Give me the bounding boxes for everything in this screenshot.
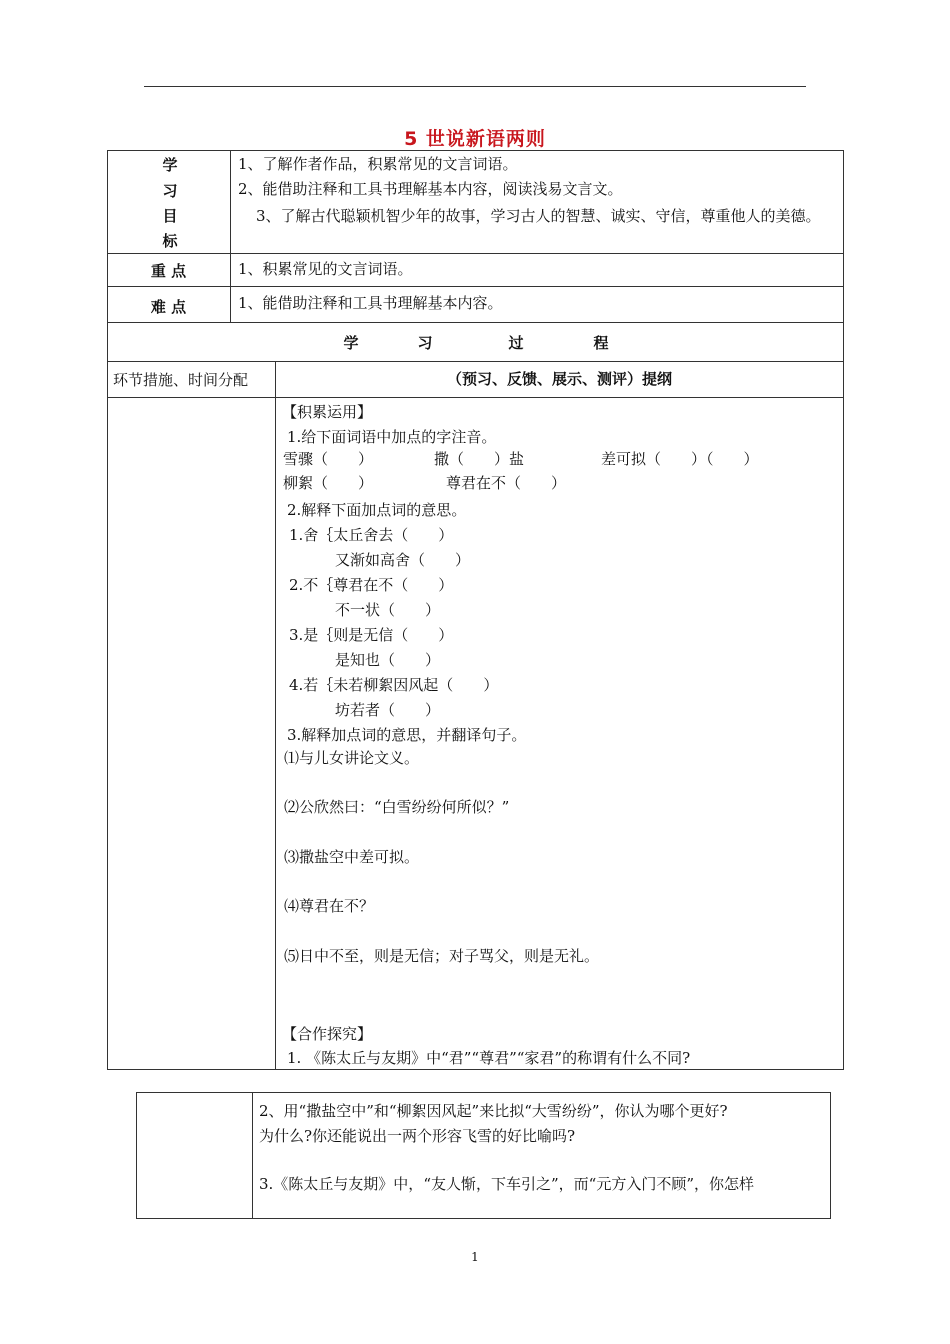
row-divider [107, 397, 844, 398]
section-heading-cooperate: 【合作探究】 [282, 1025, 373, 1043]
page-title: 5 世说新语两则 [404, 128, 546, 150]
row-divider [107, 361, 844, 362]
section-heading-accumulate: 【积累运用】 [282, 403, 373, 421]
difficulty-text: 1、能借助注释和工具书理解基本内容。 [238, 294, 503, 312]
goal-item: 1、了解作者作品，积累常见的文言词语。 [238, 155, 518, 173]
col-divider [275, 361, 276, 1070]
cooperate-question-2-line: 2、用“撒盐空中”和“柳絮因风起”来比拟“大雪纷纷”，你认为哪个更好? [259, 1102, 728, 1120]
goals-label-char: 标 [162, 232, 178, 250]
q2-item: 2.不｛尊君在不（ ） [289, 576, 454, 594]
key-point-label: 重 点 [150, 262, 187, 280]
left-column-header: 环节措施、时间分配 [113, 371, 249, 389]
goal-item: 2、能借助注释和工具书理解基本内容，阅读浅易文言文。 [238, 180, 623, 198]
goal-item: 3、了解古代聪颖机智少年的故事，学习古人的智慧、诚实、守信，尊重他人的美德。 [256, 207, 821, 225]
key-point-text: 1、积累常见的文言词语。 [238, 260, 413, 278]
goals-label-char: 学 [162, 156, 178, 174]
goals-label-char: 习 [162, 182, 178, 200]
question-2: 2.解释下面加点词的意思。 [287, 501, 467, 519]
cooperate-question-1: 1. 《陈太丘与友期》中“君”“尊君”“家君”的称谓有什么不同? [287, 1049, 691, 1067]
cooperate-question-2-line: 为什么?你还能说出一两个形容飞雪的好比喻吗? [259, 1127, 576, 1145]
q2-item: 坊若者（ ） [335, 701, 441, 719]
row-divider [107, 322, 844, 323]
q3-item: ⑸日中不至，则是无信；对子骂父，则是无礼。 [284, 947, 600, 965]
main-table [107, 150, 844, 1070]
process-header-char: 习 [417, 334, 433, 352]
right-column-header: （预习、反馈、展示、测评）提纲 [446, 370, 672, 388]
q1-answer-item: 撒（ ）盐 [434, 450, 525, 468]
q2-item: 4.若｛未若柳絮因风起（ ） [289, 676, 499, 694]
page-number: 1 [471, 1250, 479, 1264]
question-3: 3.解释加点词的意思，并翻译句子。 [287, 726, 527, 744]
q2-item: 3.是｛则是无信（ ） [289, 626, 454, 644]
q3-item: ⑴与儿女讲论文义。 [284, 749, 420, 767]
q2-item: 是知也（ ） [335, 651, 441, 669]
q1-answer-item: 柳絮（ ） [283, 474, 374, 492]
question-1: 1.给下面词语中加点的字注音。 [287, 428, 497, 446]
cooperate-question-3-line: 3.《陈太丘与友期》中，“友人惭，下车引之”，而“元方入门不顾”，你怎样 [259, 1175, 754, 1193]
q3-item: ⑵公欣然曰：“白雪纷纷何所似？” [284, 798, 510, 816]
row-divider [107, 253, 844, 254]
process-header-char: 过 [508, 334, 524, 352]
q1-answer-item: 差可拟（ ）（ ） [601, 450, 759, 468]
goals-label-char: 目 [162, 207, 178, 225]
process-header-char: 学 [343, 334, 359, 352]
q2-item: 又渐如高舍（ ） [335, 551, 471, 569]
q1-answer-item: 尊君在不（ ） [446, 474, 567, 492]
q2-item: 1.舍｛太丘舍去（ ） [289, 526, 454, 544]
q1-answer-item: 雪骤（ ） [283, 450, 374, 468]
row-divider [107, 286, 844, 287]
difficulty-label: 难 点 [150, 298, 187, 316]
col-divider [230, 150, 231, 322]
header-rule [144, 86, 806, 87]
col-divider [252, 1092, 253, 1219]
q3-item: ⑷尊君在不？ [284, 897, 375, 915]
q3-item: ⑶撒盐空中差可拟。 [284, 848, 420, 866]
process-header-char: 程 [593, 334, 609, 352]
q2-item: 不一状（ ） [335, 601, 441, 619]
